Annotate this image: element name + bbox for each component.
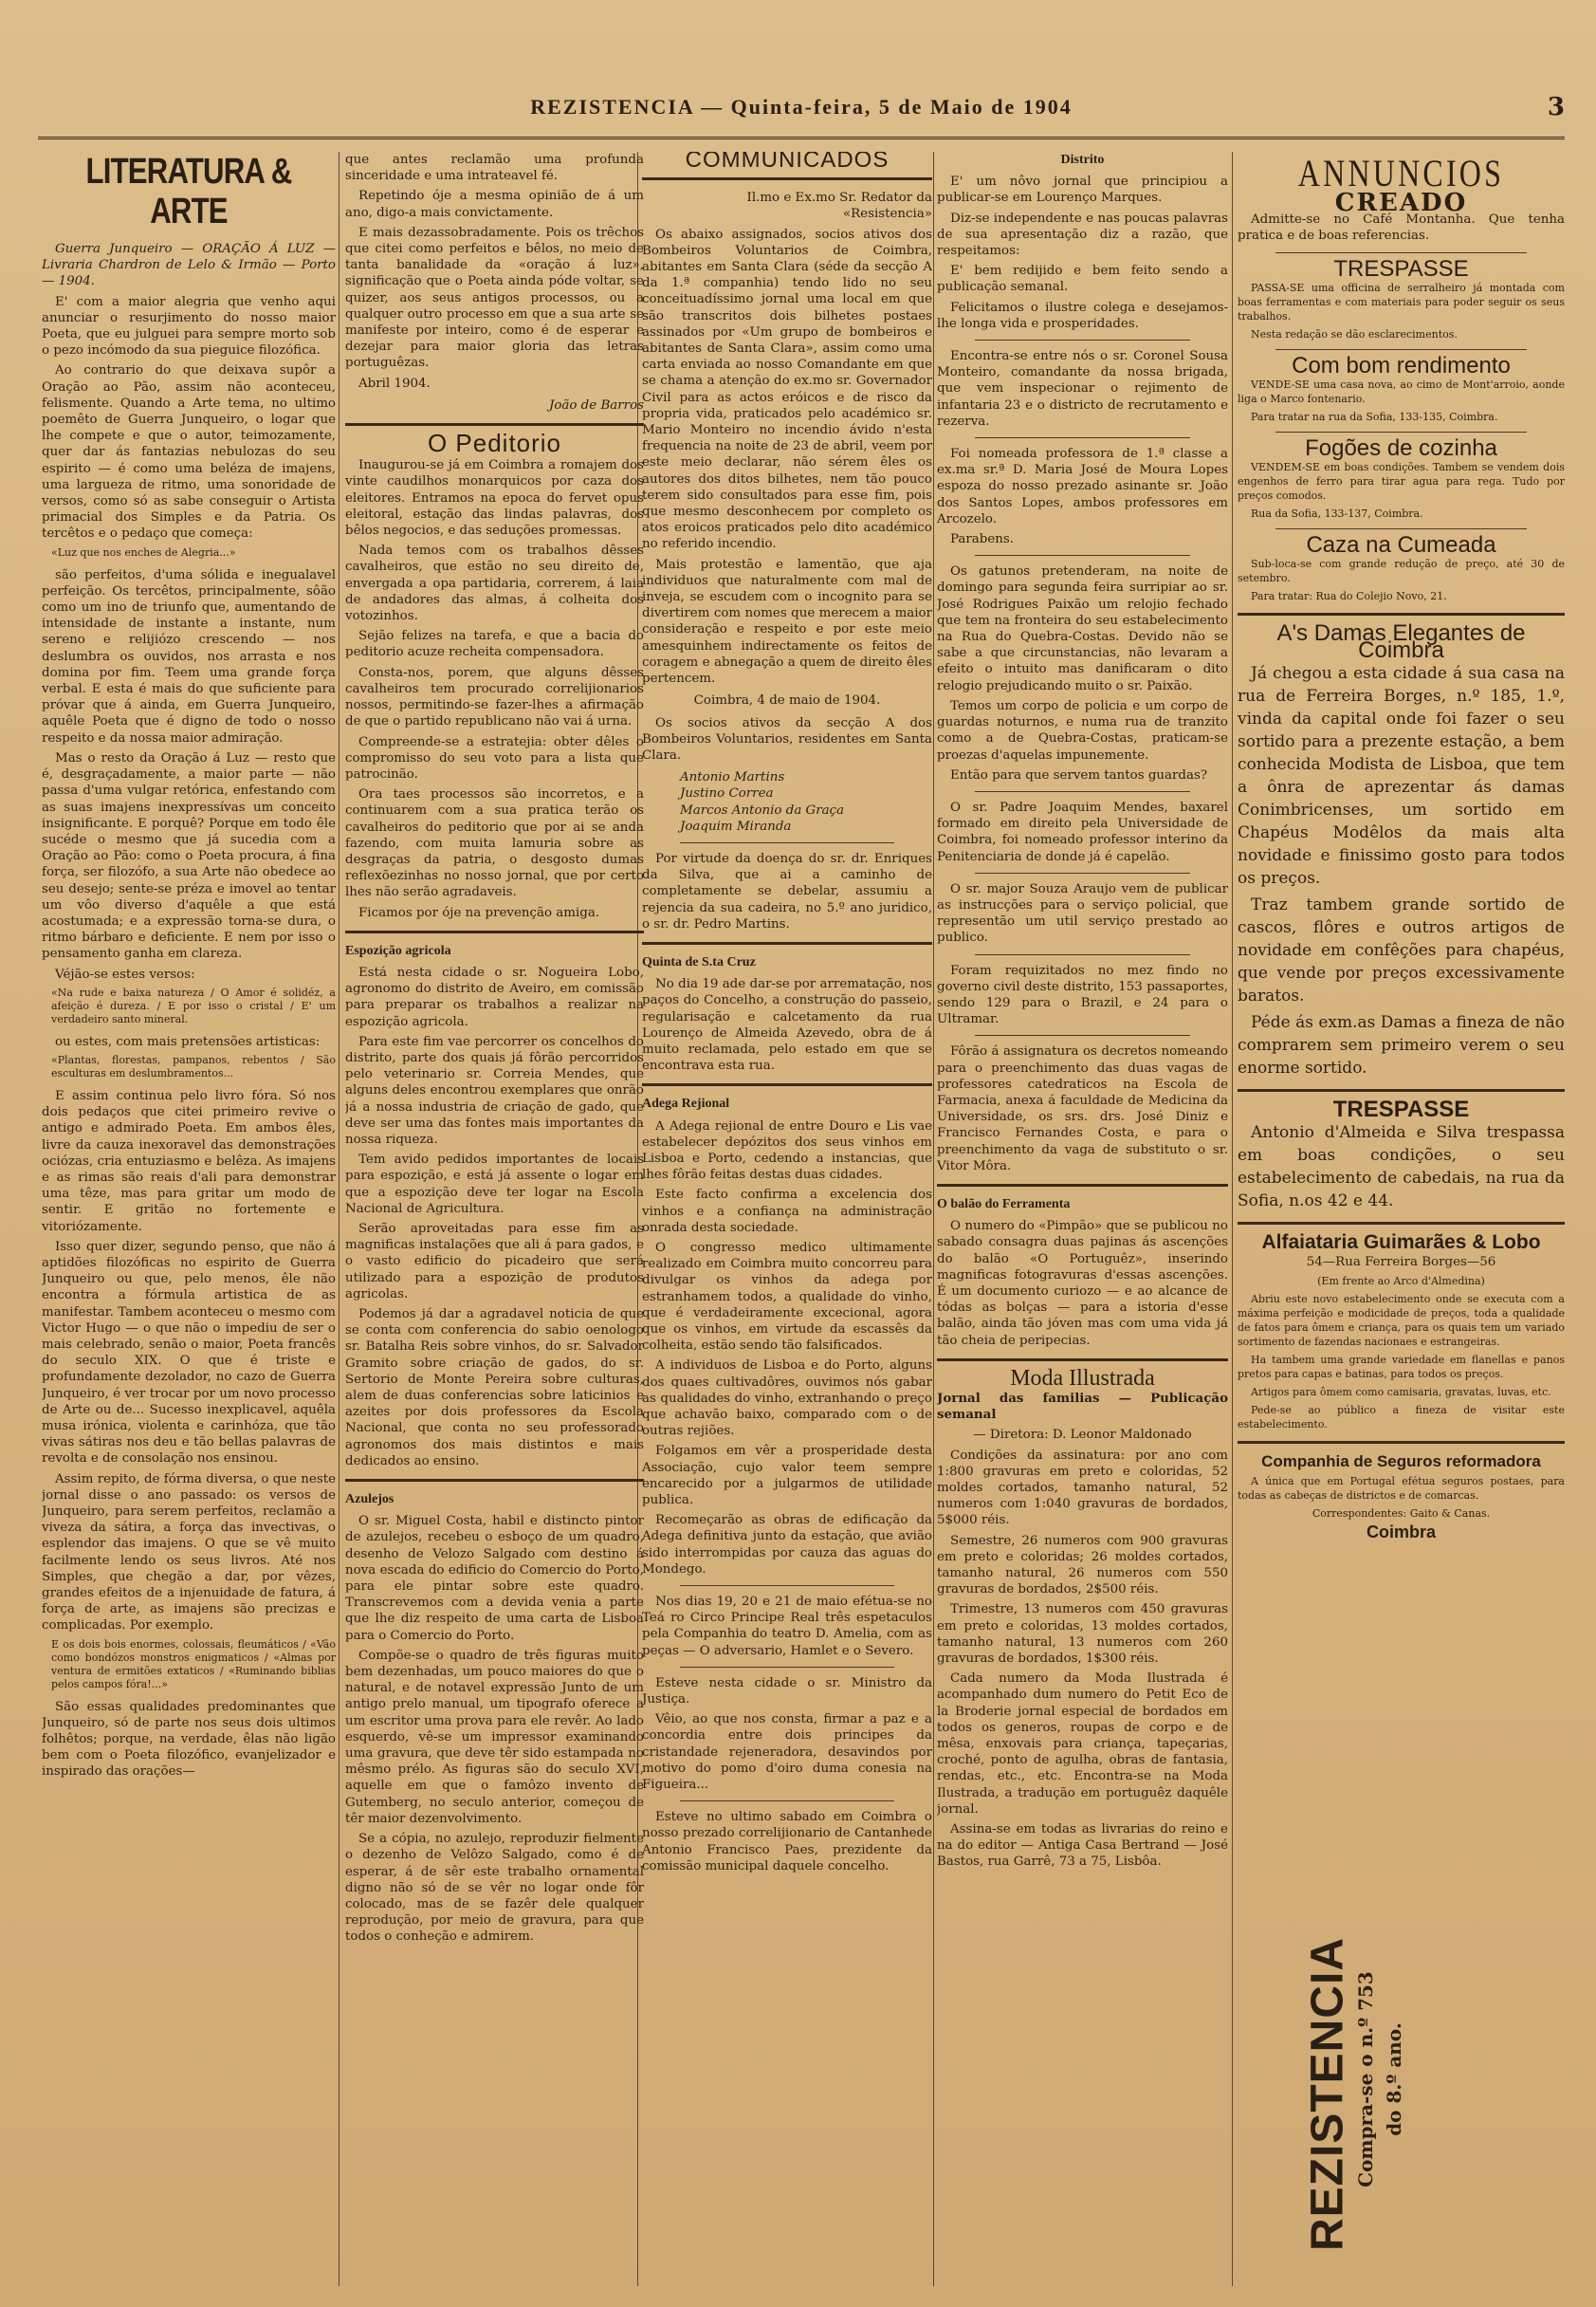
paragraph: Os abaixo assignados, socios ativos dos Bombeiros Voluntarios de Coimbra, abitantes em Santa Clara (séde da secção A da 1.ª companhia) tendo lido no seu conceituadíssimo jornal uma local em que são transcritos dois bilhetes postaes assinados por «Um grupo de bombeiros e abitantes de Santa Clara», assim como uma carta enviada ao nosso Comandante em que se chama a atenção do ex.mo sr. Governador Civil para as actos eróicos e de risco da propria vida, praticados pelo académico sr. Mario Monteiro no incendio ávido n'esta frequencia na noite de 23 de abril, veem por este meio declarar, não sérem êles os autores dos ditos bilhetes, nem tão pouco terem sido consultados para esse fim, pois que mesmo desconhecem por completo os atos eroicos praticados pelo dito académico no referido incendio. <box>642 227 932 552</box>
paragraph: Os socios ativos da secção A dos Bombeiros Voluntarios, residentes em Santa Clara. <box>642 715 932 763</box>
paragraph: Felicitamos o ilustre colega e desejamos-lhe longa vida e prosperidades. <box>937 300 1228 331</box>
ad-block <box>1238 532 1565 603</box>
paragraph: Assina-se em todas as livrarias do reino e na do editor — Antiga Casa Bertrand — José Bastos, rua Garrê, 73 a 75, Lisbôa. <box>937 1822 1228 1870</box>
divider <box>975 340 1190 341</box>
ad-title: Com bom rendimento <box>1292 352 1511 378</box>
paragraph: Compõe-se o quadro de três figuras muito bem dezenhadas, um pouco maiores do que o natural, e de notavel expressão Junto de um antigo prelo manual, um tipografo oferece a um escritor uma prova para ele revêr. Ao lado esquerdo, vê-se um impressor examinando uma gravura, que deve têr sido estampada no mêsmo prélo. As figuras são do seculo XVI, aquelle em que o famôzo invento de Gutemberg, no seculo anterior, começou de têr maior dezenvolvimento. <box>345 1648 644 1826</box>
section-title-quinta: Quinta de S.ta Cruz <box>642 954 756 969</box>
paragraph: Ficamos por óje na prevenção amiga. <box>358 905 600 920</box>
ad-block <box>1238 435 1565 521</box>
ad-note: Rua da Sofia, 133-137, Coimbra. <box>1251 508 1423 521</box>
paragraph: E' um nôvo jornal que principiou a publicar-se em Lourenço Marques. <box>937 175 1228 206</box>
paragraph: O congresso medico ultimamente realizado em Coimbra muito concorreu para divulgar os vinhos da adega por estranhamem todos, a qualidade do vinho, que é verdadeiramente excecional, agora que os vinhos, em virtude da escassês da colheita, estão sendo tão falsificados. <box>642 1240 932 1354</box>
section-title-balao: O balão do Ferramenta <box>937 1196 1071 1211</box>
ad-block-damas <box>1238 620 1565 1079</box>
section-title-espozicao: Espozição agricola <box>345 943 451 958</box>
ad-title: TRESPASSE <box>1332 1096 1470 1122</box>
paragraph: Diz-se independente e nas poucas palavras de sua apresentação diz a razão, que respeitamos: <box>937 211 1228 259</box>
divider <box>1275 252 1527 253</box>
paragraph: Parabens. <box>950 532 1015 547</box>
paragraph: O sr. major Souza Araujo vem de publicar as instrucções para o serviço policial, que representão um util serviço prestado ao publico. <box>937 881 1228 946</box>
paragraph: Nada temos com os trabalhos dêsses cavalheiros, que estão no seu direito de, envergada a opa partidaria, correrem, á laia de andadores das almas, á colheita dos votozinhos. <box>345 544 644 624</box>
header-rule <box>38 137 1565 139</box>
column-2 <box>345 152 644 2286</box>
divider <box>937 1358 1228 1361</box>
page-number: 3 <box>1547 93 1565 121</box>
paragraph: Esteve nesta cidade o sr. Ministro da Justiça. <box>642 1675 932 1707</box>
divider <box>1275 432 1527 433</box>
signatory-name: Marcos Antonio da Graça <box>680 803 845 818</box>
ad-note: Nesta redação se dão esclarecimentos. <box>1251 327 1458 341</box>
paragraph: Repetindo óje a mesma opinião de á um ano, digo-a mais convictamente. <box>345 189 644 220</box>
paragraph: Esteve no ultimo sabado em Coimbra o nosso prezado correlijionario de Cantanhede Antonio Francisco Paes, prezidente da comissão municipal daquele concelho. <box>642 1810 932 1873</box>
paragraph: Encontra-se entre nós o sr. Coronel Sousa Monteiro, comandante da nossa brigada, que vem inspecionar o rejimento de infantaria 23 e o districto de recrutamento e rezerva. <box>937 349 1228 429</box>
divider <box>680 1667 894 1668</box>
ad-block <box>1238 352 1565 424</box>
ad-text: Abriu este novo estabelecimento onde se executa com a máxima perfeição e modicidade de preços, toda a qualidade de fatos para ômem e criança, para os quais tem um variado sortimento de fazendas nacionaes e estrangeiras. <box>1238 1293 1565 1349</box>
section-title-azulejos: Azulejos <box>345 1492 394 1507</box>
paragraph: Podemos já dar a agradavel noticia de que se conta com conferencia do sabio oenologo sr. Batalha Reis sobre vinhos, do sr. Salvador Gramito sobre criação de gados, do sr. Sertorio de Monte Pereira sobre culturas, alem de duas conferencias sobre laticinios e azeites por dois professores da Escola Nacional, que conta no seu professorado agronomos dos mais distintos e mais dedicados ao ensino. <box>345 1307 644 1468</box>
ad-title: Companhia de Seguros reformadora <box>1261 1452 1541 1471</box>
ad-address: 54—Rua Ferreira Borges—56 <box>1306 1255 1496 1270</box>
paragraph: Recomeçarão as obras de edificação da Adega definitiva junto da estação, que avião sido interrompidas por cauza das aguas do Mondego. <box>642 1513 932 1577</box>
page-header <box>38 91 1565 129</box>
paragraph: Foram requizitados no mez findo no governo civil deste distrito, 153 passaportes, sendo 129 para o Brazil, e 24 para o Ultramar. <box>937 963 1228 1027</box>
paragraph: Foi nomeada professora de 1.ª classe a ex.ma sr.ª D. Maria José de Moura Lopes espoza do nosso prezado asinante sr. João dos Santos Lopes, ambos professores em Arcozelo. <box>937 447 1228 526</box>
paragraph: Assim repito, de fórma diversa, o que neste jornal disse o ano passado: os versos de Junqueiro, para serem perfeitos, reclamão a viveza da sátira, a força das invectivas, o esplendor das imajens. O que se vê muito facilmente lendo os seus livros. Até nos Simples, que chegão a dar, por vêzes, grandes efeitos de a injenuidade de fatura, á força de arte, as imajens são precizas e complicadas. Por exemplo. <box>42 1471 336 1633</box>
vertical-line: do 8.º ano. <box>1383 2022 1405 2136</box>
divider <box>642 177 932 180</box>
paragraph: Véjão-se estes versos: <box>55 967 195 982</box>
salutation: Il.mo e Ex.mo Sr. Redator da «Resistencia» <box>746 191 932 222</box>
paragraph: Por virtude da doença do sr. dr. Enriques da Silva, que ai a caminho de completamente se debelar, assumiu a rejencia da sua cadeira, no 5.º ano juridico, o sr. dr. Pedro Martins. <box>642 851 932 932</box>
paragraph: Trimestre, 13 numeros com 450 gravuras em preto e coloridas, 13 moldes cortados, tamanho natural, 13 numeros com 260 gravuras de bordados, 1$300 réis. <box>937 1602 1228 1667</box>
article-date: Abril 1904. <box>358 376 431 391</box>
paragraph: Compreende-se a estratejia: obter dêles o compromisso do seu voto para a lista que patrocinão. <box>345 734 644 782</box>
paragraph: são perfeitos, d'uma sólida e inegualavel perfeição. Os tercêtos, principalmente, sôão como um ino de triunfo que, aumentando de intensidade de instante a instante, num sereno e relijiózo crescendo — nos deslumbra os ouvidos, nos arrasta e nos domina por fim. Teem uma grande força verbal. E esta é mais do que suficiente para próvar que á ainda, em Guerra Junqueiro, aquêle Poeta que é digno de todo o nosso respeito e da nossa maior admiração. <box>42 567 336 746</box>
divider <box>1238 613 1565 616</box>
verse-quote: «Plantas, florestas, pampanos, rebentos / São esculturas em deslumbramentos... <box>51 1053 336 1080</box>
signatory-name: Justino Correa <box>680 786 774 802</box>
ad-text: Artigos para ômem como camisaria, gravatas, luvas, etc. <box>1251 1386 1551 1399</box>
divider <box>680 1800 894 1801</box>
paragraph: Este facto confirma a excelencia dos vinhos e a confiança na administração onrada desta sociedade. <box>642 1188 932 1235</box>
paragraph: O sr. Miguel Costa, habil e distincto pintor de azulejos, recebeu o esboço de um quadro, desenho de Velozo Salgado com destino á nova escada do edificio do Comercio do Porto, para ele pintar sobre este quadro. Transcrevemos com a devida venia a parte que lhe diz respeito de uma carta de Lisboa para o Comercio do Porto. <box>345 1514 644 1643</box>
divider <box>680 842 894 843</box>
paragraph: Consta-nos, porem, que alguns dêsses cavalheiros tem procurado correlijionarios nossos, permitindo-se fazer-lhes a afirmação de que o partido republicano não vai á urna. <box>345 665 644 729</box>
paragraph: E' com a maior alegria que venho aqui anunciar o resurjimento do nosso maior Poeta, que eu julguei para sempre morto sob o pezo incómodo da sua pieguice filozófica. <box>42 294 336 359</box>
divider <box>642 942 932 945</box>
paragraph: Para este fim vae percorrer os concelhos do distrito, parte dos quais já fôrão percorridos pelo veterinario sr. Correia Mendes, que alguns deles encontrou exemplares que onrão já a nossa industria de criação de gado, que deve ser uma das fontes mais importantes da nossa riqueza. <box>345 1034 644 1147</box>
ad-text: Pede-se ao público a fineza de visitar este estabelecimento. <box>1238 1404 1565 1431</box>
column-divider <box>1232 152 1233 2286</box>
ad-text: Sub-loca-se com grande redução de preço, até 30 de setembro. <box>1238 558 1565 585</box>
byline: Guerra Junqueiro — ORAÇÃO Á LUZ — Livraria Chardron de Lelo & Irmão — Porto — 1904. <box>42 242 336 289</box>
divider <box>975 555 1190 556</box>
section-title-communicados: COMMUNICADOS <box>685 152 890 173</box>
paragraph: Isso quer dizer, segundo penso, que não á aptidões filozóficas no espirito de Guerra Junqueiro ou que, pelo menos, êle não encontra a fórmula artistica de as manifestar. Tambem aconteceu o mesmo com Victor Hugo — o que não o impediu de ser o mais celebrado, senão o maior, Poeta francês do seculo XIX. O que é triste e profundamente dezolador, no cazo de Guerra Junqueiro, é ver trocar por um novo processo de Arte ou de... Sucesso inexplicavel, aquêla musa irónica, violenta e carinhóza, que tão vivas sátiras nos deu e tão bellas palavras de revolta e de consolação nos ensinou. <box>42 1239 336 1467</box>
ad-text: Admitte-se no Café Montanha. Que tenha pratica e de boas referencias. <box>1238 212 1565 244</box>
paragraph: Ora taes processos são incorretos, e a continuarem com a sua pratica terão os cavalheiros do peditorio que por ai se anda fazendo, com muita lamuria sobre as desgraças da patria, o desgosto dumas reflexõezinhas no nosso jornal, que por certo lhes não serão agradaveis. <box>345 787 644 900</box>
paragraph: No dia 19 ade dar-se por arrematação, nos paços do Concelho, a construção do passeio, regularisação e calcetamento da rua Lourenço de Almeida Azevedo, obra de á muito reclamada, pelo estado em que se encontrava esta rua. <box>642 977 932 1074</box>
divider <box>1238 1222 1565 1225</box>
vertical-line: Compra-se o n.º 753 <box>1354 1971 1377 2187</box>
ad-text: PASSA-SE uma officina de serralheiro já montada com boas ferramentas e com materiais para poder seguir os seus trabalhos. <box>1238 281 1565 323</box>
paragraph: O numero do «Pimpão» que se publicou no sabado consagra duas pajinas ás ascenções do balão «O Portuguêz», inserindo magnificas fotogravuras d'essas ascenções. É um documento curiozo — e ao alcance de tódas as bolças — para a istoria d'esse balão, ainda tão jóven mas com uma vida já tão cheia de peripecias. <box>937 1219 1228 1348</box>
paragraph: Vêio, ao que nos consta, firmar a paz e a concordia entre dois principes da cristandade rejeneradora, desavindos por motivo do pomo d'oiro duma conesia na Figueira... <box>642 1712 932 1793</box>
column-literatura <box>42 152 336 2286</box>
paragraph: Está nesta cidade o sr. Nogueira Lobo, agronomo do distrito de Aveiro, em comissão para preparar os trabalhos a realizar na espozição agricola. <box>345 965 644 1029</box>
divider <box>345 423 644 426</box>
divider <box>642 1083 932 1086</box>
masthead-title: REZISTENCIA — Quinta-feira, 5 de Maio de 1904 <box>530 95 1073 119</box>
paragraph: Sejão felizes na tarefa, e que a bacia do peditorio acuze recheita compensadora. <box>345 629 644 660</box>
divider <box>975 1035 1190 1036</box>
paragraph: Cada numero da Moda Ilustrada é acompanhado dum numero do Petit Eco de la Broderie jornal especial de bordados em todos os generos, roupas de corpo e de mêsa, enxovais para criança, tapeçarias, croché, ponto de agulha, obras de fantasia, rendas, etc., etc. Encontra-se na Moda Ilustrada, a tradução em portuguêz daquêle jornal. <box>937 1671 1228 1817</box>
column-divider <box>933 152 934 2286</box>
paragraph: Mais protestão e lamentão, que aja individuos que naturalmente com mal de inveja, se escudem com o incognito para se divertirem com nomes que merecem a maior consideração e respeito e por este meio amesquinhem indirectamente os feitos de coragem e abnegação a quem de direito êles pertencem. <box>642 557 932 687</box>
paragraph: Serão aproveitadas para esse fim as magnificas instalações que ali á para gados, e o vasto edificio do picadeiro que será utilizado para a espozição de produtos agricolas. <box>345 1221 644 1301</box>
divider <box>1275 528 1527 529</box>
divider <box>975 791 1190 792</box>
ad-block-alfaiataria <box>1238 1231 1565 1431</box>
signatory-name: Joaquim Miranda <box>680 819 792 834</box>
paragraph: São essas qualidades predominantes que Junqueiro, só de parte nos seus dois ultimos folhêtos; porque, na verdade, êlas não ligão bem com o Poeta filozófico, evanjelizador e inspirado das orações— <box>42 1699 336 1780</box>
paragraph: Fôrão á assignatura os decretos nomeando para o preenchimento das duas vagas de professores catedraticos na Escola de Farmacia, anexa á faculdade de Medicina da Universidade, os srs. drs. José Diniz e Francisco Fernandes Costa, e para o preenchimento da vaga de substituto o sr. Vitor Môra. <box>937 1044 1228 1173</box>
director: — Diretora: D. Leonor Maldonado <box>973 1428 1192 1443</box>
paragraph: ou estes, com mais pretensões artisticas: <box>55 1034 321 1049</box>
paragraph: Inaugurou-se já em Coimbra a romajem dos vinte caudilhos monarquicos por caza dos eleitores. Entramos na epoca do fervet opus eleitoral, estação das lindas palavras, dos bêlos negocios, e das seduções promessas. <box>345 458 644 539</box>
paragraph: Se a cópia, no azulejo, reproduzir fielmente o dezenho de Velôzo Salgado, como é de esperar, á de sêr este trabalho ornamental digno não só de se vêr no logar onde fôr colocado, mas de se fazêr dele qualquer reprodução, por meio de gravura, para que todos o conheção e admirem. <box>345 1832 644 1945</box>
ad-title: Fogões de cozinha <box>1305 435 1497 462</box>
ad-title: CREADO <box>1334 189 1468 217</box>
paragraph: Então para que servem tantos guardas? <box>950 767 1208 783</box>
section-title-moda: Moda Illustrada <box>1010 1365 1155 1391</box>
column-distrito <box>937 152 1228 2286</box>
paragraph: Semestre, 26 numeros com 900 gravuras em preto e coloridas; 26 moldes cortados, tamanho natural, 26 numeros com 550 gravuras de bordados, 2$500 réis. <box>937 1533 1228 1597</box>
subtitle: Jornal das familias — Publicação semanal <box>937 1391 1228 1423</box>
signature: João de Barros <box>548 397 644 413</box>
ad-text: VENDE-SE uma casa nova, ao cimo de Mont'arroio, aonde liga o Marco fontenario. <box>1238 378 1565 406</box>
ad-city: Coimbra <box>1366 1522 1436 1541</box>
paragraph: Tem avido pedidos importantes de locais para espozição, e está já assente o logar em que a espozição deve ter logar na Escola Nacional de Agricultura. <box>345 1153 644 1216</box>
section-title-adega: Adega Rejional <box>642 1097 730 1112</box>
paragraph: Temos um corpo de policia e um corpo de guardas noturnos, e numa rua de tranzito como a de Quebra-Costas, praticam-se proezas d'aquelas impunemente. <box>937 698 1228 763</box>
divider <box>345 931 644 933</box>
divider <box>975 437 1190 438</box>
divider <box>975 873 1190 874</box>
vertical-notice <box>1299 1907 1405 2286</box>
ad-text: Antonio d'Almeida e Silva trespassa em boas condições, o seu estabelecimento de cabedais, na rua da Sofia, n.os 42 e 44. <box>1238 1123 1565 1211</box>
ad-title: Alfaiataria Guimarães & Lobo <box>1261 1231 1541 1254</box>
divider <box>1238 1089 1565 1092</box>
signatory-name: Antonio Martins <box>680 770 785 785</box>
divider <box>1275 349 1527 350</box>
ad-sub: (Em frente ao Arco d'Almedina) <box>1317 1275 1485 1288</box>
paragraph: A Adega rejional de entre Douro e Lis vae estabelecer depózitos dos seus vinhos em Lisboa e Porto, cedendo a instancias, que lhes fôrão feitas destas duas cidades. <box>642 1118 932 1183</box>
ad-block <box>1238 1096 1565 1212</box>
column-communicados <box>642 152 932 2286</box>
section-title-annuncios: ANNUNCIOS <box>1297 152 1505 194</box>
signatories <box>680 769 932 835</box>
divider <box>975 954 1190 955</box>
ad-text: Péde ás exm.as Damas a fineza de não comprarem sem primeiro verem o seu enorme sortido. <box>1238 1012 1565 1078</box>
ad-title: A's Damas Elegantes de Coimbra <box>1276 620 1526 663</box>
divider <box>937 1184 1228 1187</box>
divider <box>680 1585 894 1586</box>
paragraph: Mas o resto da Oração á Luz — resto que é, desgraçadamente, a maior parte — não passa d'uma vulgar retórica, enfestando com as suas imajens inexpressívas um conceito insignificante. E porquê? Porque em todo êle sucéde o mesmo que já sucedia com a Oração ao Pão: como o Poeta procura, á fina força, ser filozófo, a sua Arte não obedece ao seu desejo; sente-se préza e imovel ao tentar um vôo diverso d'aquêle a que está acostumada; e a expressão torna-se dura, o ritmo bárbaro e deficiente. E nem por isso o pensamento ganha em clareza. <box>42 750 336 962</box>
divider <box>1238 1441 1565 1444</box>
verse-quote: E os dois bois enormes, colossais, fleumáticos / «Vão como bondózos monstros enigmaticos / «Almas por ventura de ermitões extaticos / «Ruminando biblias pelos campos fóra!...» <box>51 1637 336 1690</box>
vertical-title: REZISTENCIA <box>1302 1937 1353 2252</box>
section-title-peditorio: O Peditorio <box>427 429 562 458</box>
ad-block-seguros <box>1238 1453 1565 1540</box>
paragraph: O sr. Padre Joaquim Mendes, baxarel formado em direito pela Universidade de Coimbra, foi nomeado professor interino da Penitenciaria de donde já é capelão. <box>937 800 1228 864</box>
paragraph: Folgamos em vêr a prosperidade desta Associação, cujo valor teem sempre encarecido por a julgarmos de utilidade publica. <box>642 1444 932 1508</box>
ad-title: Caza na Cumeada <box>1306 532 1496 559</box>
paragraph: E mais dezassobradamente. Pois os trêchos que citei como perfeitos e bêlos, no meio de tanta banalidade da «oração á luz», significação que o Poeta ainda póde voltar, se quizer, aos seus antigos processos, ou a qualquer outro processo em que a sua arte se manifeste por inteiro, como é de esperar e dezejar para maior gloria das letras portuguêzas. <box>345 225 644 371</box>
ad-text: Já chegou a esta cidade á sua casa na rua de Ferreira Borges, n.º 185, 1.º, vinda da capital onde foi fazer o seu sortido para a prezente estação, a bem conhecida Modista de Lisboa, que tem a ônra de aprezentar ás damas Conimbricenses, um sortido em Chapéus Modêlos da mais alta novidade e finissimo gosto para todos os preços. <box>1238 663 1565 888</box>
paragraph: A individuos de Lisboa e do Porto, alguns dos quaes cultivadôres, ouvimos nós gabar as qualidades do vinho, extranhando o preço que achavão baixo, comparado com o de outras rejiões. <box>642 1358 932 1439</box>
section-title-literatura: LITERATURA & ARTE <box>85 152 292 231</box>
ad-note: Para tratar: Rua do Colejio Novo, 21. <box>1251 590 1447 603</box>
ad-block <box>1238 255 1565 341</box>
ad-note: Para tratar na rua da Sofia, 133-135, Coimbra. <box>1251 411 1498 424</box>
ad-note: Correspondentes: Gaito & Canas. <box>1312 1506 1491 1520</box>
paragraph: que antes reclamão uma profunda sinceridade e uma intrateavel fé. <box>345 153 644 184</box>
ad-title: TRESPASSE <box>1333 255 1469 282</box>
ad-text: Traz tambem grande sortido de cascos, flôres e outros artigos de novidade em confêções para chapéus, que vende por preços excessivamente baratos. <box>1238 895 1565 1006</box>
paragraph: Condições da assinatura: por ano com 1:800 gravuras em preto e coloridas, 52 moldes cortados, tamanho natural, 52 numeros com 1:040 gravuras de bordados, 5$000 réis. <box>937 1448 1228 1528</box>
ad-text: Ha tambem uma grande variedade em flanellas e panos pretos para capas e batinas, para todos os preços. <box>1238 1354 1565 1381</box>
verse-quote: «Luz que nos enches de Alegria...» <box>51 545 236 559</box>
paragraph: E assim continua pelo livro fóra. Só nos dois pedaços que citei primeiro revive o antigo e admirado Poeta. Em ambos êles, livre da cauza inexoravel das demonstrações ociózas, cria entuziasmo e belêza. As imajens e as rimas são reais d'ali para demonstrar uma têze, mas para gritar um modo de sentir. E gritão no fortemente e vitoriózamente. <box>42 1088 336 1234</box>
section-title-distrito: Distrito <box>1060 153 1105 167</box>
paragraph: Ao contrario do que deixava supôr a Oração ao Pão, assim não aconteceu, felismente. Quando a Arte tema, no ultimo poemêto de Guerra Junqueiro, o logar que lhe compete e que o autor, teimozamente, quer dar ás fantazias nebulozas do seu espirito — é como uma beléza de imajens, uma largueza de ritmo, uma sonoridade de versos, como só as sabe conseguir o Artista primacial dos Simples e da Patria. Os tercêtos e o pedaço que começa: <box>42 363 336 542</box>
divider <box>345 1479 644 1482</box>
paragraph: Nos dias 19, 20 e 21 de maio efétua-se no Teá ro Circo Principe Real três espetaculos pela Companhia do teatro D. Amelia, com as peças — O adversario, Hamlet e o Severo. <box>642 1595 932 1658</box>
ad-text: A única que em Portugal efétua seguros postaes, para todas as cabeças de districtos e de comarcas. <box>1238 1474 1565 1502</box>
paragraph: E' bem redijido e bem feito sendo a publicação semanal. <box>937 264 1228 295</box>
ad-text: VENDEM-SE em boas condições. Tambem se vendem dois engenhos de ferro para tirar agua para rega. Tudo por preços comodos. <box>1238 461 1565 503</box>
article-date: Coimbra, 4 de maio de 1904. <box>693 693 881 709</box>
verse-quote: «Na rude e baixa natureza / O Amor é solidéz, a afeição é dureza. / E por isso o cristal / E' um verdadeiro santo mineral. <box>51 986 336 1025</box>
paragraph: Os gatunos pretenderam, na noite de domingo para segunda feira surripiar ao sr. José Rodrigues Paixão um relojio fechado que tem na fronteira do seu estabelecimento na Rua do Quebra-Costas. Devido não se sabe a que circunstancias, não levaram a efeito o intuito mas danificaram o dito relogio prejudicando muito o sr. Paixão. <box>937 564 1228 693</box>
